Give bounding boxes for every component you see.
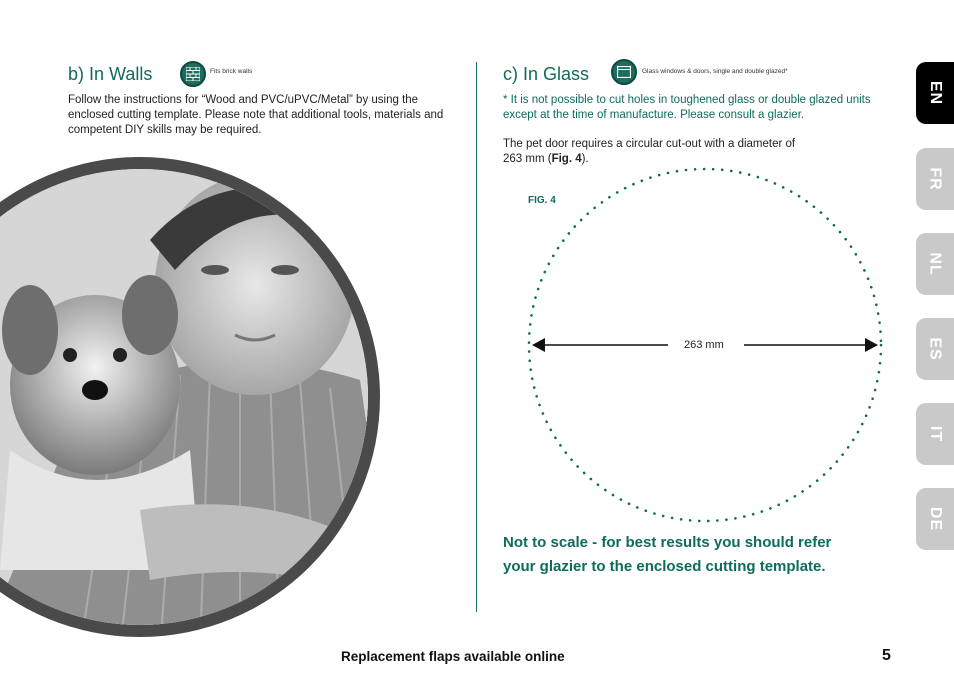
- diameter-label: 263 mm: [684, 339, 724, 351]
- walls-body: Follow the instructions for “Wood and PVC/uPVC/Metal” by using the enclosed cutting template. Please note that additional tools, materials and competent DIY skills may be required.: [68, 94, 444, 136]
- tab-es[interactable]: ES: [916, 318, 954, 380]
- scale-note: Not to scale - for best results you should refer your glazier to the enclosed cutting template.: [503, 534, 832, 575]
- tab-nl[interactable]: NL: [916, 233, 954, 295]
- arrowhead-left: [532, 338, 545, 352]
- footer-text: Replacement flaps available online: [341, 649, 565, 664]
- glass-heading: c) In Glass: [503, 64, 590, 84]
- fig-label: FIG. 4: [528, 195, 556, 206]
- brick-wall-icon: [180, 61, 206, 87]
- glass-warning: * It is not possible to cut holes in toughened glass or double glazed units except at the time of manufacture. Please consult a glazier.: [503, 94, 871, 121]
- tab-it[interactable]: IT: [916, 403, 954, 465]
- glass-icon-caption: Glass windows & doors, single and double glazed*: [642, 68, 788, 75]
- boy-and-dog-photo: [0, 150, 400, 650]
- walls-icon-caption: Fits brick walls: [210, 68, 253, 75]
- fig-reference: Fig. 4: [551, 153, 582, 165]
- tab-en[interactable]: EN: [916, 62, 954, 124]
- walls-heading: b) In Walls: [68, 64, 153, 84]
- column-divider: [476, 62, 477, 612]
- page-number: 5: [882, 647, 891, 664]
- glass-body-line2: 263 mm (Fig. 4).: [503, 153, 589, 165]
- tab-de[interactable]: DE: [916, 488, 954, 550]
- window-icon: [611, 59, 637, 85]
- glass-body-line1: The pet door requires a circular cut-out with a diameter of: [503, 138, 796, 150]
- tab-fr[interactable]: FR: [916, 148, 954, 210]
- arrowhead-right: [865, 338, 878, 352]
